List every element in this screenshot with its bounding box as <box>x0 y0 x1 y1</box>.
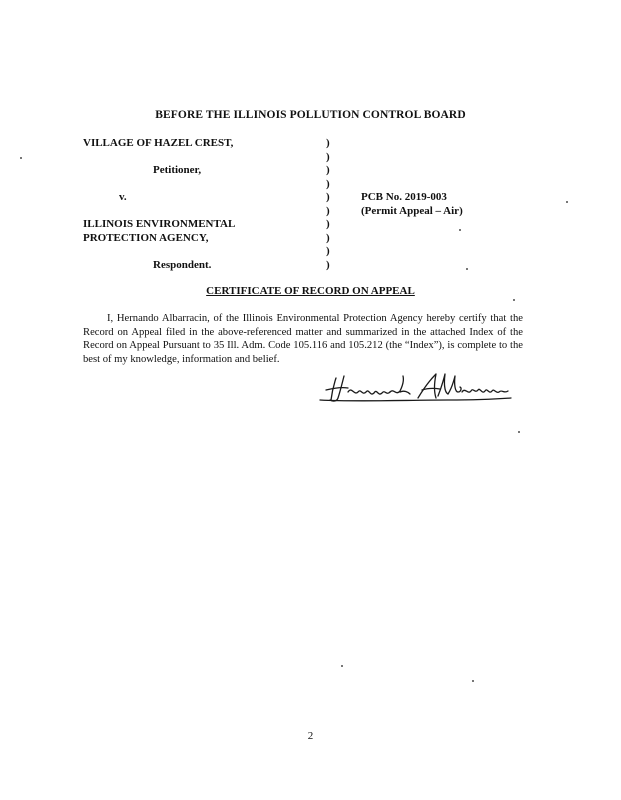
signature-image <box>318 370 513 406</box>
versus-label: v. <box>119 191 127 203</box>
respondent-name-line2: PROTECTION AGENCY, <box>83 231 209 244</box>
scan-speck <box>466 268 468 270</box>
certificate-body: I, Hernando Albarracin, of the Illinois Environmental Protection Agency hereby certify that the Record on Appeal filed in the above-referenced matter and summarized in the attached Index of the Record on Appeal Pursuant to 35 Ill. Adm. Code 105.116 and 105.212 (the “Index”), is complete to the best of my knowledge, information and belief. <box>83 313 523 365</box>
scan-speck <box>566 201 568 203</box>
case-info <box>361 191 463 218</box>
signature-scribble <box>318 370 513 406</box>
case-number: PCB No. 2019-003 <box>361 191 447 203</box>
caption-paren: ) <box>326 218 330 230</box>
caption-paren: ) <box>326 258 330 271</box>
board-heading: BEFORE THE ILLINOIS POLLUTION CONTROL BOARD <box>155 109 466 121</box>
caption-paren: ) <box>326 177 330 190</box>
scan-speck <box>20 157 22 159</box>
petitioner-name: VILLAGE OF HAZEL CREST, <box>83 137 234 149</box>
case-type: (Permit Appeal – Air) <box>361 204 463 217</box>
caption-paren: ) <box>326 245 330 257</box>
respondent-name-line1: ILLINOIS ENVIRONMENTAL <box>83 218 236 230</box>
scan-speck <box>459 229 461 231</box>
caption-paren: ) <box>326 204 330 217</box>
petitioner-role: Petitioner, <box>153 164 202 176</box>
certificate-title: CERTIFICATE OF RECORD ON APPEAL <box>206 285 415 297</box>
scan-speck <box>513 299 515 301</box>
page-number: 2 <box>307 730 314 742</box>
scan-speck <box>518 431 520 433</box>
caption-parenthesis-column <box>326 137 330 272</box>
caption-paren: ) <box>326 164 330 176</box>
caption-paren: ) <box>326 231 330 244</box>
caption-paren: ) <box>326 137 330 149</box>
scan-speck <box>472 680 474 682</box>
scan-speck <box>341 665 343 667</box>
caption-paren: ) <box>326 150 330 163</box>
respondent-role: Respondent. <box>153 258 212 271</box>
caption-paren: ) <box>326 191 330 203</box>
case-caption-parties <box>83 137 235 272</box>
